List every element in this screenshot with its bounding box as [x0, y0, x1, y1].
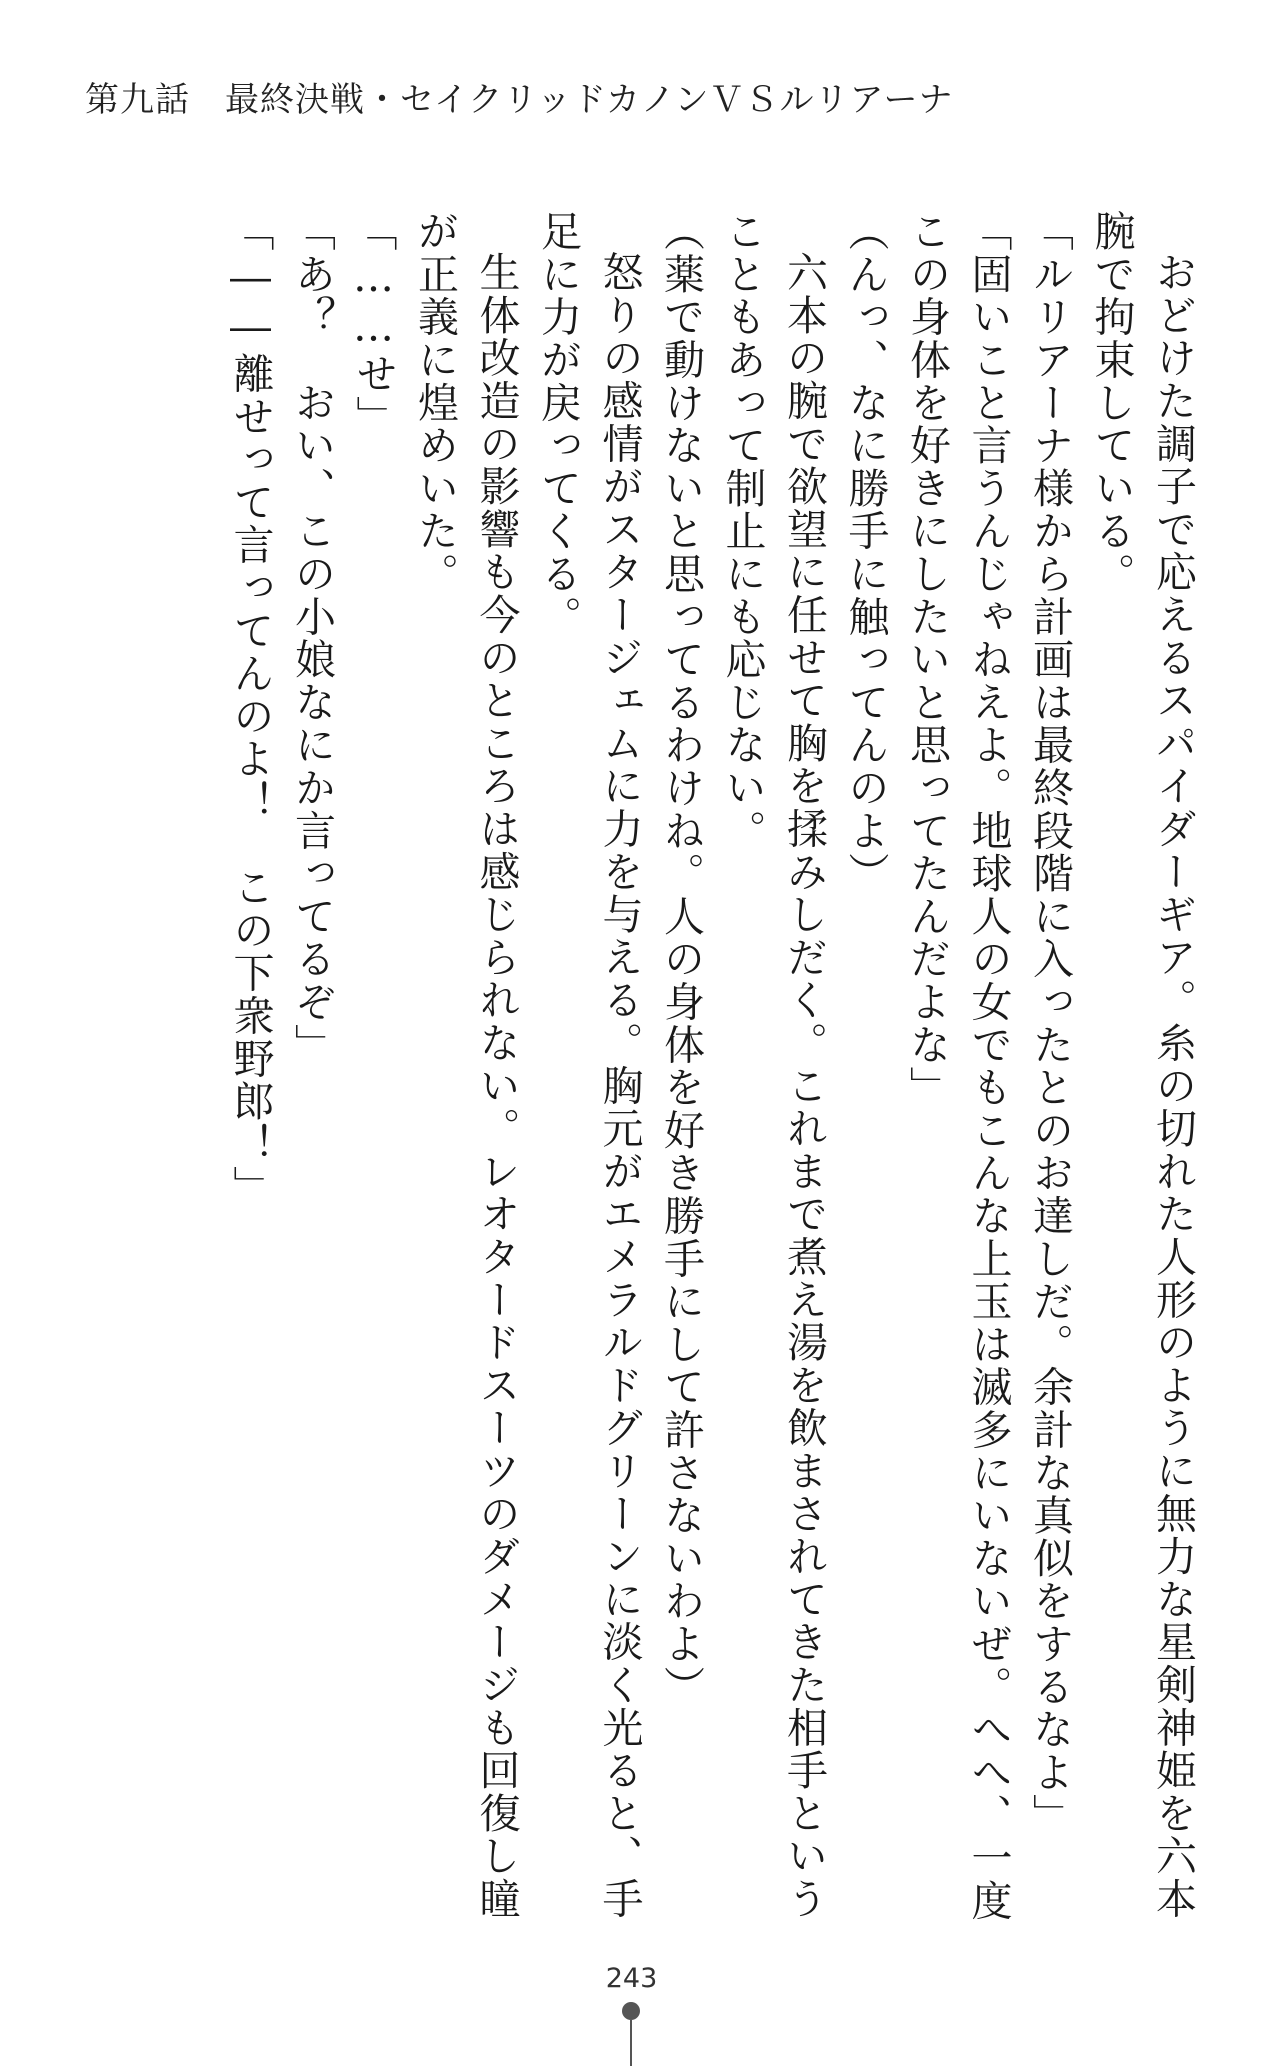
text-line: こともあって制止にも応じない。 — [718, 210, 767, 852]
text-line: （薬で動けないと思ってるわけね。人の身体を好き勝手にして許さないわよ） — [657, 210, 705, 1708]
text-line: 「固いこと言うんじゃねえよ。地球人の女でもこんな上玉は滅多にいないぜ。へへ、一度 — [964, 210, 1013, 1922]
running-header: 第九話 最終決戦・セイクリッドカノンＶＳルリアーナ — [85, 80, 954, 120]
text-line: 「――離せって言ってんのよ！ この下衆野郎！」 — [226, 210, 275, 1209]
text-line: 六本の腕で欲望に任せて胸を揉みしだく。これまで煮え湯を飲まされてきた相手という — [780, 251, 828, 1921]
text-line: おどけた調子で応えるスパイダーギア。糸の切れた人形のように無力な星剣神姫を六本 — [1149, 251, 1197, 1921]
text-line: 「ルリアーナ様から計画は最終段階に入ったとのお達しだ。余計な真似をするなよ」 — [1026, 210, 1074, 1837]
page-marker-dot — [622, 2002, 640, 2020]
text-line: 「あ？ おい、この小娘なにか言ってるぞ」 — [288, 210, 336, 1066]
page-marker — [622, 2002, 640, 2066]
text-line: 腕で拘束している。 — [1087, 210, 1136, 596]
text-line: 「……せ」 — [349, 210, 398, 438]
text-line: 生体改造の影響も今のところは感じられない。レオタードスーツのダメージも回復し瞳 — [472, 251, 521, 1921]
text-line: 怒りの感情がスタージェムに力を与える。胸元がエメラルドグリーンに淡く光ると、手 — [595, 251, 644, 1921]
text-line: この身体を好きにしたいと思ってたんだよな」 — [903, 210, 951, 1109]
page-number: 243 — [605, 1963, 658, 1994]
text-line: 足に力が戻ってくる。 — [534, 210, 582, 638]
text-line: が正義に煌めいた。 — [411, 210, 459, 596]
page-marker-line — [630, 2020, 632, 2066]
text-line: （んっ、なに勝手に触ってんのよ） — [841, 210, 890, 895]
body-text — [219, 210, 1203, 1922]
